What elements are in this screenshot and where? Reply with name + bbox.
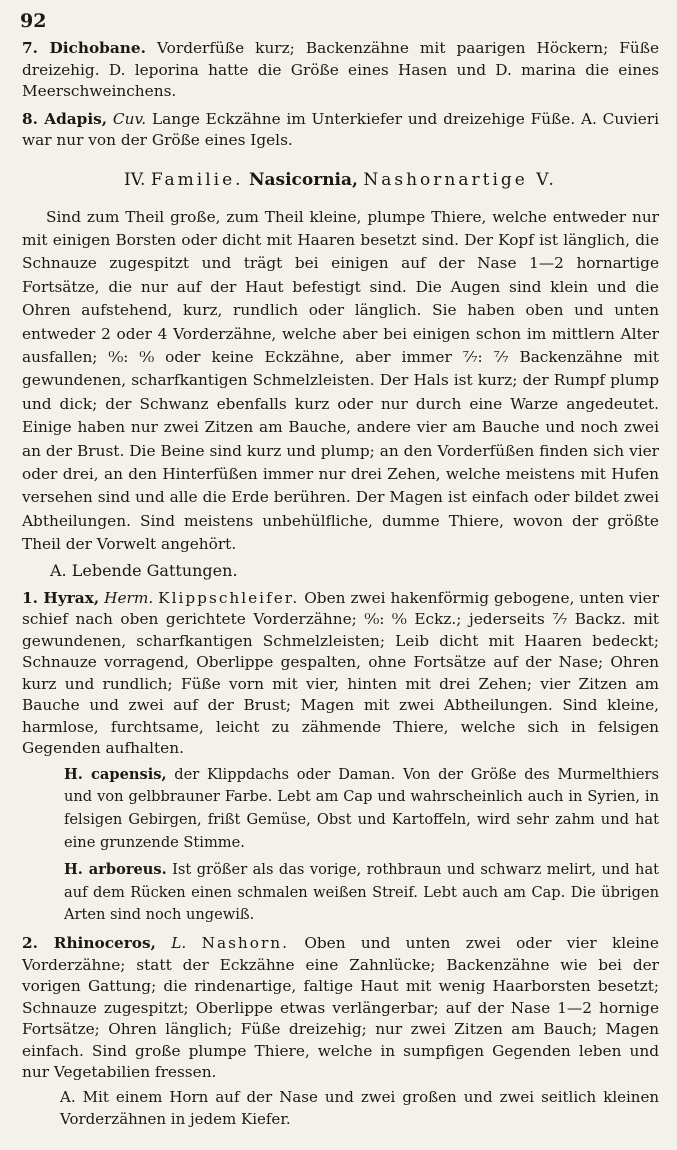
genus-number-name: 1. Hyrax, [22, 588, 100, 607]
family-heading [22, 168, 659, 192]
genus-entry-dichobane [22, 38, 659, 103]
family-number: IV. [124, 169, 146, 190]
genus-author: Cuv. [112, 109, 147, 128]
subheading-living-genera: A. Lebende Gattungen. [50, 560, 238, 580]
family-word: Familie. [150, 169, 244, 190]
page-number: 92 [20, 10, 47, 32]
genus-entry-rhinoceros [22, 933, 659, 1084]
species-name: H. capensis, [64, 765, 167, 783]
genus-entry-adapis [22, 109, 659, 152]
genus-number-name: 2. Rhinoceros, [22, 934, 156, 953]
rhino-subgroup-a [60, 1086, 659, 1130]
subgroup-description: Mit einem Horn auf der Nase und zwei großen und zwei seitlich kleinen Vorderzähnen in jedem Kiefer. [60, 1087, 659, 1128]
genus-german-name: Nashorn. [201, 934, 290, 953]
genus-description: Vorderfüße kurz; Backenzähne mit paarigen Höckern; Füße dreizehig. D. leporina hatte die Größe eines Hasen und D. marina die eines Meerschweinchens. [22, 39, 660, 100]
genus-entry-hyrax [22, 588, 659, 760]
genus-description: Oben zwei hakenförmig gebogene, unten vier schief nach oben gerichtete Vorderzähne; ⁰⁄₀: ⁰⁄₀ Eckz.; jederseits ⁷⁄₇ Backz. mit gewundenen, scharfkantigen Schmelzleisten; Leib dicht mit Haaren bedeckt; Schnauze vorragend, Oberlippe gespalten, ohne Fortsätze auf der Nase; Ohren kurz und rundlich; Füße vorn mit vier, hinten mit drei Zehen; vier Zitzen am Bauche und zwei auf der Brust; Magen mit zwei Abtheilungen. Sind kleine, harmlose, furchtsame, leicht zu zähmende Thiere, welche sich in felsigen Gegenden aufhalten. [22, 588, 660, 758]
genus-number-name: 7. Dichobane. [22, 39, 146, 57]
species-entry-arboreus [64, 859, 659, 927]
genus-description: Lange Eckzähne im Unterkiefer und dreizehige Füße. A. Cuvieri war nur von der Größe eines Igels. [22, 109, 659, 149]
genus-author: Herm. [104, 588, 154, 607]
genus-author: L. [171, 934, 187, 953]
species-entry-capensis [64, 764, 659, 855]
species-description: Ist größer als das vorige, rothbraun und schwarz melirt, und hat auf dem Rücken einen schmalen weißen Streif. Lebt auch am Cap. Die übrigen Arten sind noch ungewiß. [64, 860, 660, 924]
genus-german-name: Klippschleifer. [158, 588, 300, 607]
genus-description: Oben und unten zwei oder vier kleine Vorderzähne; statt der Eckzähne eine Zahnlücke; Backenzähne wie bei der vorigen Gattung; die rindenartige, faltige Haut mit wenig Haarborsten besetzt; Schnauze zugespitzt; Oberlippe etwas verlängerbar; auf der Nase 1—2 hornige Fortsätze; Ohren länglich; Füße dreizehig; nur zwei Zitzen am Bauch; Magen einfach. Sind große plumpe Thiere, welche in sumpfigen Gegenden leben und nur Vegetabilien fressen. [22, 934, 659, 1082]
species-description: der Klippdachs oder Daman. Von der Größe des Murmelthiers und von gelbbrauner Farbe. Lebt am Cap und wahrscheinlich auch in Syrien, in felsigen Gebirgen, frißt Gemüse, Obst und Kartoffeln, wird sehr zahm und hat eine grunzende Stimme. [64, 765, 660, 851]
subgroup-label: A. [60, 1087, 76, 1106]
family-german-name: Nashornartige V. [363, 169, 557, 190]
family-description: Sind zum Theil große, zum Theil kleine, plumpe Thiere, welche entweder nur mit einigen Borsten oder dicht mit Haaren besetzt sind. Der Kopf ist länglich, die Schnauze zugespitzt und trägt bei einigen auf der Nase 1—2 hornartige Fortsätze, die nur auf der Haut befestigt sind. Die Augen sind klein und die Ohren aufstehend, kurz, rundlich oder länglich. Sie haben oben und unten entweder 2 oder 4 Vorderzähne, welche aber bei einigen schon im mittlern Alter ausfallen; ⁰⁄₀: ⁰⁄₀ oder keine Eckzähne, aber immer ⁷⁄₇: ⁷⁄₇ Backenzähne mit gewundenen, scharfkantigen Schmelzleisten. Der Hals ist kurz; der Rumpf plump und dick; der Schwanz ebenfalls kurz oder nur durch eine Warze angedeutet. Einige haben nur zwei Zitzen am Bauche, andere vier am Bauche und noch zwei an der Brust. Die Beine sind kurz und plump; an den Vorderfüßen finden sich vier oder drei, an den Hinterfüßen immer nur drei Zehen, welche meistens mit Hufen versehen sind und alle die Erde berühren. Der Magen ist einfach oder bildet zwei Abtheilungen. Sind meistens unbehülfliche, dumme Thiere, wovon der größte Theil der Vorwelt angehört. [22, 207, 659, 554]
species-name: H. arboreus. [64, 860, 167, 878]
genus-number-name: 8. Adapis, [22, 109, 108, 128]
family-latin-name: Nasicornia, [248, 169, 358, 190]
